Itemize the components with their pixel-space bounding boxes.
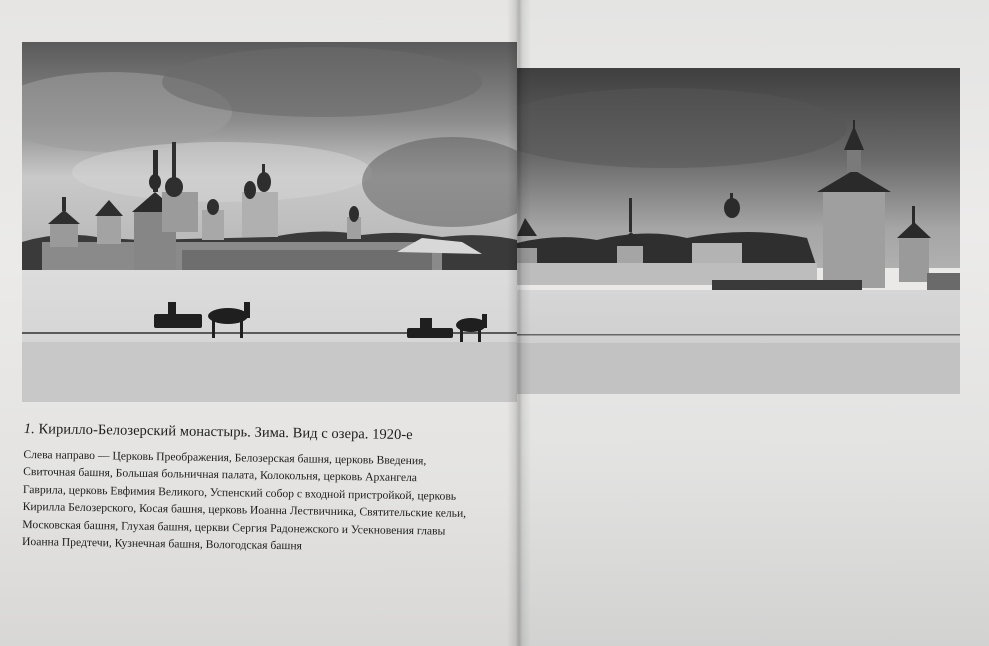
caption-line: Гаврила, церковь Евфимия Великого, Успенский собор с входной пристройкой, церковь	[22, 482, 457, 503]
caption-line: Слева направо — Церковь Преображения, Белозерская башня, церковь Введения,	[23, 447, 427, 468]
caption-number: 1.	[23, 420, 35, 438]
photo-left-half	[22, 42, 517, 402]
monastery-photo-right	[517, 68, 960, 394]
caption-title-text: Кирилло-Белозерский монастырь. Зима. Вид с озера. 1920-е	[38, 421, 413, 444]
book-gutter	[507, 0, 531, 646]
caption-line: Свиточная башня, Большая больничная палата, Колокольня, церковь Архангела	[23, 465, 418, 485]
caption-line: Московская башня, Глухая башня, церкви Сергия Радонежского и Усекновения главы	[22, 517, 446, 538]
caption-line: Кирилла Белозерского, Косая башня, церковь Иоанна Лествичника, Святительские кельи,	[22, 500, 467, 521]
caption-line: Иоанна Предтечи, Кузнечная башня, Вологодская башня	[21, 535, 303, 553]
photo-caption	[22, 420, 494, 558]
monastery-photo-left	[22, 42, 517, 402]
caption-body	[22, 446, 494, 558]
photo-right-half	[517, 68, 960, 394]
